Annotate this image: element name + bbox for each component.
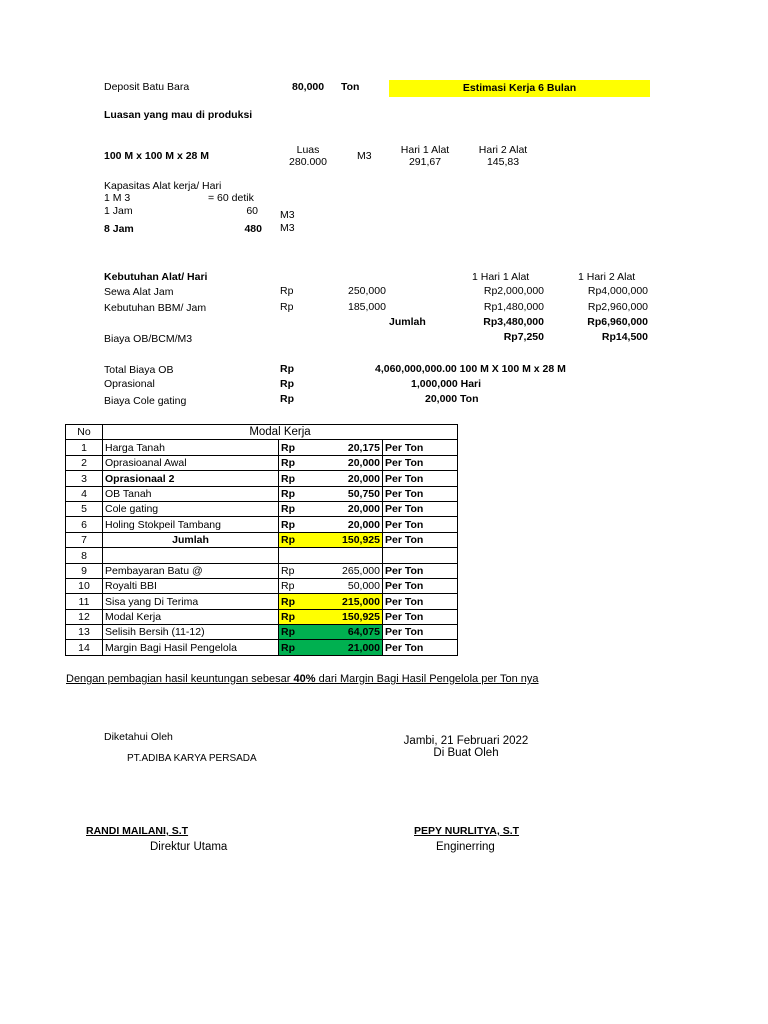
row-unit: Per Ton (383, 625, 458, 640)
capacity-row2-left: 1 Jam (104, 205, 133, 217)
deposit-value: 80,000 (292, 81, 325, 93)
row-rp: Rp (281, 503, 295, 516)
right-signer-name: PEPY NURLITYA, S.T (414, 825, 520, 837)
table-row (66, 578, 458, 593)
row-description: Harga Tanah (103, 440, 279, 455)
row-number: 14 (66, 640, 103, 655)
needs-col2-label: 1 Hari 2 Alat (578, 271, 636, 283)
row-amount-cell (279, 471, 383, 486)
row-number: 7 (66, 532, 103, 547)
row-number: 8 (66, 548, 103, 563)
row-unit: Per Ton (383, 578, 458, 593)
deposit-label: Deposit Batu Bara (104, 81, 190, 93)
row-amount-cell (279, 532, 383, 547)
known-by-label: Diketahui Oleh (104, 731, 173, 743)
row-unit: Per Ton (383, 532, 458, 547)
row-amount: 20,175 (347, 441, 380, 454)
capacity-row1-right: = 60 detik (208, 192, 254, 204)
row-description: Jumlah (103, 532, 279, 547)
row-unit: Per Ton (383, 640, 458, 655)
table-row (66, 440, 458, 455)
row-rp: Rp (281, 534, 295, 547)
row-amount: 20,000 (347, 518, 380, 531)
oprasional-value: 1,000,000 Hari (411, 378, 482, 390)
needs-row-rp: Rp (280, 301, 294, 313)
row-description: Margin Bagi Hasil Pengelola (103, 640, 279, 655)
table-row (66, 501, 458, 516)
total-label: Total Biaya OB (104, 364, 174, 376)
estimate-label: Estimasi Kerja 6 Bulan (462, 82, 577, 94)
row-amount: 150,925 (342, 611, 380, 624)
jumlah-col1: Rp3,480,000 (483, 316, 544, 328)
row-amount: 20,000 (347, 457, 380, 470)
needs-row-rp: Rp (280, 285, 294, 297)
row-number: 13 (66, 625, 103, 640)
dimension-label: 100 M x 100 M x 28 M (104, 150, 210, 162)
modal-kerja-table (65, 424, 458, 656)
capacity-row3-left: 8 Jam (104, 223, 134, 235)
row-number: 12 (66, 609, 103, 624)
note-percent: 40% (293, 673, 316, 685)
capacity-row3-unit: M3 (280, 222, 295, 234)
profit-share-note (66, 673, 539, 686)
needs-row-col2: Rp4,000,000 (587, 285, 648, 297)
table-title-text: Modal Kerja (249, 426, 311, 439)
row-description: Oprasioanal Awal (103, 455, 279, 470)
table-row (66, 640, 458, 655)
row-unit: Per Ton (383, 471, 458, 486)
row-amount-cell (279, 517, 383, 532)
m3-label: M3 (357, 150, 372, 162)
luas-label: Luas (296, 144, 320, 156)
row-amount: 215,000 (342, 595, 380, 608)
row-unit (383, 548, 458, 563)
row-description: Oprasionaal 2 (103, 471, 279, 486)
row-description: Royalti BBI (103, 578, 279, 593)
row-description: Sisa yang Di Terima (103, 594, 279, 609)
company-name: PT.ADIBA KARYA PERSADA (127, 753, 257, 764)
needs-col1-label: 1 Hari 1 Alat (472, 271, 530, 283)
hari1-value: 291,67 (408, 156, 442, 168)
table-header-row (66, 425, 458, 440)
row-number: 1 (66, 440, 103, 455)
row-amount: 50,000 (347, 580, 380, 593)
luas-value: 280.000 (289, 156, 327, 168)
needs-row-col1: Rp2,000,000 (483, 285, 544, 297)
capacity-row1-left: 1 M 3 (104, 192, 131, 204)
row-rp: Rp (281, 472, 295, 485)
row-amount-cell (279, 486, 383, 501)
row-amount: 20,000 (347, 472, 380, 485)
ob-col2: Rp14,500 (601, 331, 648, 343)
row-number: 10 (66, 578, 103, 593)
row-rp: Rp (281, 626, 295, 639)
jumlah-label: Jumlah (389, 316, 426, 328)
capacity-row3-value: 480 (244, 223, 262, 235)
row-unit: Per Ton (383, 594, 458, 609)
row-unit: Per Ton (383, 563, 458, 578)
deposit-unit: Ton (341, 81, 360, 93)
row-description: Modal Kerja (103, 609, 279, 624)
total-value: 4,060,000,000.00 100 M X 100 M x 28 M (375, 363, 566, 375)
left-signer-name: RANDI MAILANI, S.T (86, 825, 189, 837)
row-rp: Rp (281, 487, 295, 500)
capacity-row2-unit: M3 (280, 209, 295, 221)
row-number: 9 (66, 563, 103, 578)
table-row (66, 548, 458, 563)
row-number: 4 (66, 486, 103, 501)
needs-row-label: Kebutuhan BBM/ Jam (104, 302, 207, 314)
row-number: 2 (66, 455, 103, 470)
cole-label: Biaya Cole gating (104, 395, 187, 407)
table-row (66, 594, 458, 609)
note-after: dari Margin Bagi Hasil Pengelola per Ton nya (315, 673, 539, 685)
right-signer-title: Enginerring (436, 841, 495, 853)
total-rp: Rp (280, 363, 294, 375)
row-amount: 64,075 (347, 626, 380, 639)
row-unit: Per Ton (383, 440, 458, 455)
no-header: No (66, 425, 103, 440)
row-unit: Per Ton (383, 486, 458, 501)
hari1-label: Hari 1 Alat (400, 144, 450, 156)
note-before: Dengan pembagian hasil keuntungan sebesar (66, 673, 294, 685)
made-by-label: Di Buat Oleh (433, 747, 499, 759)
row-amount: 265,000 (342, 564, 380, 577)
capacity-row2-value: 60 (246, 205, 258, 217)
row-amount-cell (279, 440, 383, 455)
row-rp: Rp (281, 518, 295, 531)
row-amount-cell (279, 640, 383, 655)
cole-rp: Rp (280, 393, 294, 405)
table-title (103, 425, 458, 440)
row-rp: Rp (281, 641, 295, 654)
row-amount-cell (279, 563, 383, 578)
row-rp: Rp (281, 580, 295, 593)
table-row (66, 455, 458, 470)
row-amount-cell (279, 609, 383, 624)
row-description (103, 548, 279, 563)
oprasional-rp: Rp (280, 378, 294, 390)
row-description: Pembayaran Batu @ (103, 563, 279, 578)
ob-label: Biaya OB/BCM/M3 (104, 333, 193, 345)
row-number: 3 (66, 471, 103, 486)
needs-row-value: 185,000 (348, 301, 386, 313)
row-description: Cole gating (103, 501, 279, 516)
row-amount-cell (279, 455, 383, 470)
table-row (66, 471, 458, 486)
row-description: Holing Stokpeil Tambang (103, 517, 279, 532)
row-unit: Per Ton (383, 609, 458, 624)
table-row (66, 517, 458, 532)
row-unit: Per Ton (383, 501, 458, 516)
row-amount-cell (279, 625, 383, 640)
row-amount: 50,750 (347, 487, 380, 500)
row-amount-cell (279, 548, 383, 563)
cole-value: 20,000 Ton (425, 393, 479, 405)
place-date: Jambi, 21 Februari 2022 (403, 735, 529, 747)
table-row (66, 609, 458, 624)
row-rp: Rp (281, 564, 295, 577)
row-rp: Rp (281, 611, 295, 624)
row-amount: 21,000 (347, 641, 380, 654)
row-rp: Rp (281, 595, 295, 608)
row-description: OB Tanah (103, 486, 279, 501)
row-amount: 150,925 (342, 534, 380, 547)
left-signer-title: Direktur Utama (150, 841, 228, 853)
oprasional-label: Oprasional (104, 378, 155, 390)
table-row (66, 563, 458, 578)
needs-row-col2: Rp2,960,000 (587, 301, 648, 313)
row-unit: Per Ton (383, 455, 458, 470)
table-row (66, 486, 458, 501)
needs-row-label: Sewa Alat Jam (104, 286, 174, 298)
row-number: 6 (66, 517, 103, 532)
capacity-title: Kapasitas Alat kerja/ Hari (104, 180, 222, 192)
row-description: Selisih Bersih (11-12) (103, 625, 279, 640)
hari2-value: 145,83 (486, 156, 520, 168)
needs-row-col1: Rp1,480,000 (483, 301, 544, 313)
row-rp: Rp (281, 441, 295, 454)
needs-title: Kebutuhan Alat/ Hari (104, 271, 208, 283)
row-amount-cell (279, 501, 383, 516)
row-number: 5 (66, 501, 103, 516)
row-amount-cell (279, 578, 383, 593)
table-row (66, 532, 458, 547)
row-rp: Rp (281, 457, 295, 470)
row-unit: Per Ton (383, 517, 458, 532)
area-label: Luasan yang mau di produksi (104, 109, 253, 121)
table-row (66, 625, 458, 640)
needs-row-value: 250,000 (348, 285, 386, 297)
jumlah-col2: Rp6,960,000 (587, 316, 648, 328)
ob-col1: Rp7,250 (503, 331, 544, 343)
hari2-label: Hari 2 Alat (478, 144, 528, 156)
row-amount-cell (279, 594, 383, 609)
row-number: 11 (66, 594, 103, 609)
row-amount: 20,000 (347, 503, 380, 516)
